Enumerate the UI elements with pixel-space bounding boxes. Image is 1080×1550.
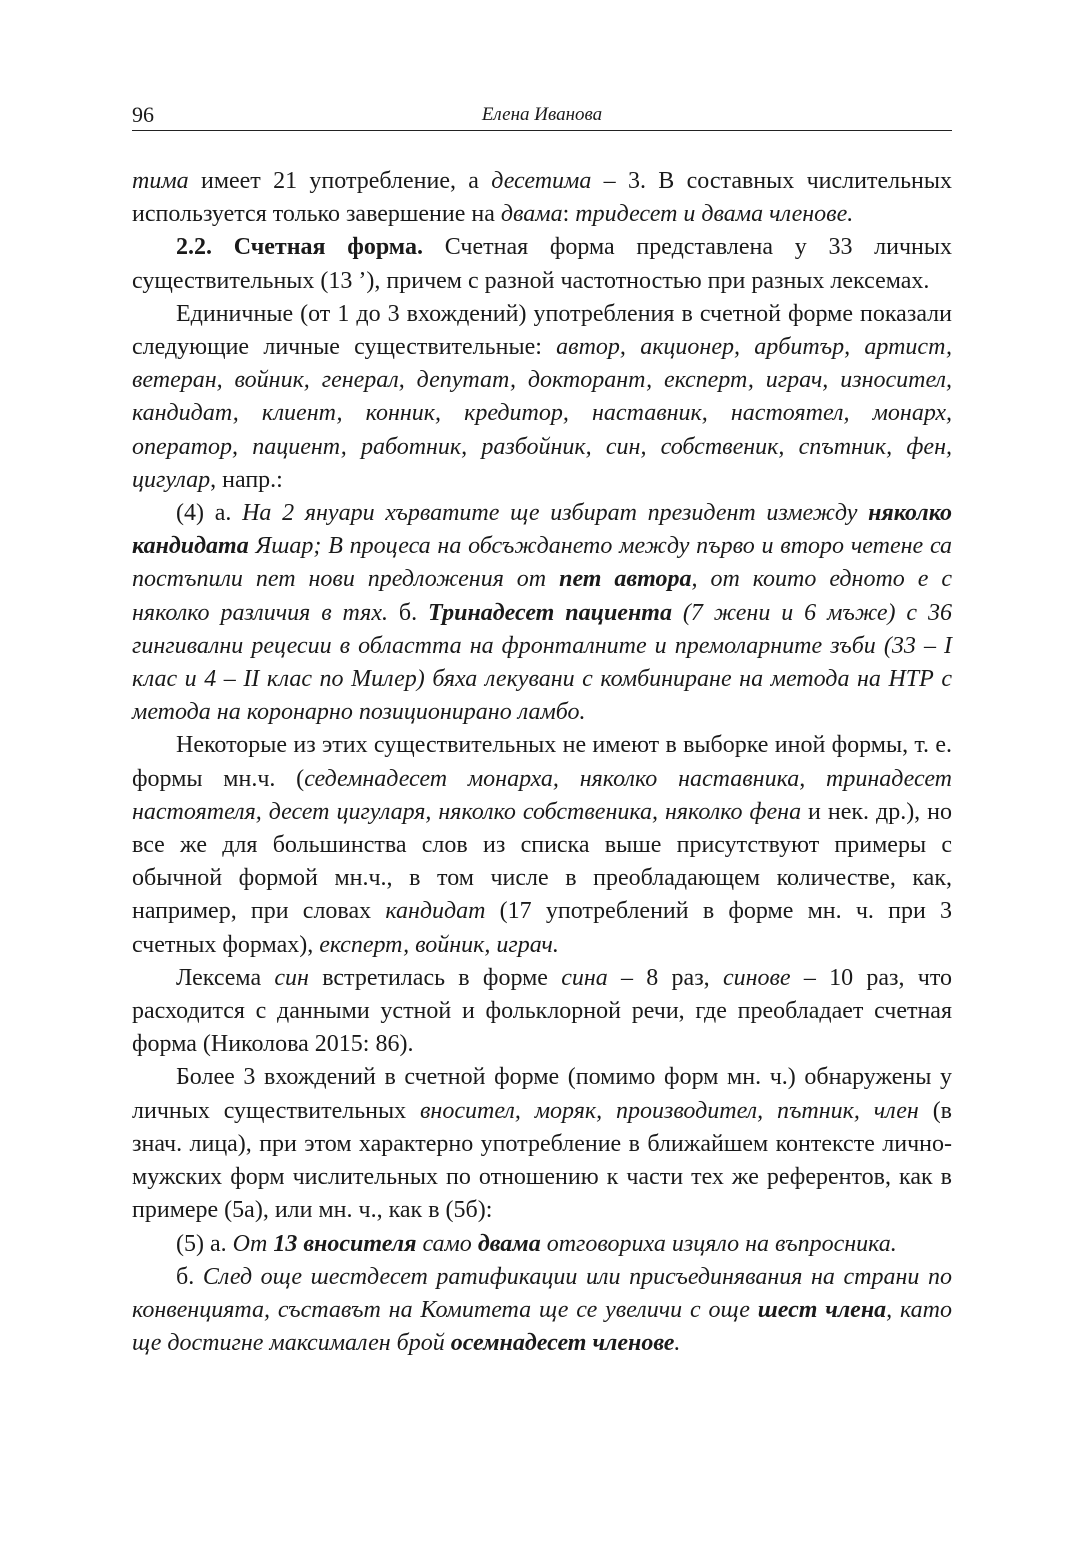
word-list: седемнадесет монарха, няколко наставника, тринадесет настоятеля, десет цигуларя, няколко собственика, няколко фена <box>132 765 953 825</box>
example-label: б. <box>176 1263 203 1290</box>
example-text: , от които едното е с няколко различия в тях. <box>132 566 953 626</box>
example-text: Яшар; В процеса на обсъждането между първо и второ четене са постъпили пет нови предложения от <box>132 533 952 593</box>
text-run: – 3. В составных числительных используется только завершение на <box>132 168 953 228</box>
word-list: автор, акционер, арбитър, артист, ветеран, войник, генерал, депутат, докторант, експерт, играч, износител, кандидат, клиент, конник, кредитор, наставник, настоятел, монарх, оператор, пациент, работник, разбойник, син, собственик, спътник, фен, цигулар <box>132 334 952 493</box>
paragraph-5 <box>132 729 952 961</box>
example-text: . <box>674 1330 681 1357</box>
example-highlight: двама <box>477 1230 541 1257</box>
paragraph-7 <box>132 1061 952 1227</box>
body-text <box>132 165 952 1360</box>
example-5a <box>132 1228 952 1261</box>
example-text: отговориха изцяло на въпросника. <box>540 1230 897 1257</box>
text-run: , напр.: <box>210 466 283 493</box>
running-title: Елена Иванова <box>481 104 603 125</box>
example-highlight: 13 вносителя <box>273 1230 417 1257</box>
text-run: и нек. др.), но все же для большинства слов из списка выше присутствуют примеры с обычной формой мн.ч., в том числе в преобладающем количестве, как, например, при словах <box>132 798 952 925</box>
term: двама <box>500 201 563 228</box>
text-run: Более 3 вхождений в счетной форме (помимо форм мн. ч.) обнаружены у личных существительных <box>132 1064 952 1124</box>
example-text: След още шестдесет ратификации или присъединявания на страни по конвенцията, съставът на Комитета ще се увеличи с още <box>132 1263 952 1323</box>
text-run: – 8 раз, <box>607 964 723 991</box>
text-run: : <box>562 201 576 228</box>
example-highlight: осемнадесет членове <box>450 1330 675 1357</box>
paragraph-6 <box>132 962 952 1062</box>
section-heading: 2.2. Счетная форма. <box>176 234 423 261</box>
example-label: б. <box>387 599 429 626</box>
example-highlight: пет автора <box>559 566 692 593</box>
example-text: , като ще достигне максимален брой <box>132 1296 952 1357</box>
text-run: Некоторые из этих существительных не имеют в выборке иной формы, т. е. формы мн.ч. ( <box>132 732 952 792</box>
text-run: Счетная форма представлена у 33 личных существительных (13 ’), причем с разной частотностью при разных лексемах. <box>132 234 953 294</box>
term: синове <box>722 964 791 991</box>
text-run: (17 употреблений в форме мн. ч. при 3 счетных формах), <box>132 898 952 958</box>
example-label: (4) а. <box>176 500 243 527</box>
example-text: От <box>232 1230 274 1257</box>
text-run: – 10 раз, что расходится с данными устной и фольклорной речи, где преобладает счетная форма (Николова 2015: 86). <box>132 964 953 1058</box>
term: кандидат <box>385 898 486 925</box>
term: син <box>274 964 309 991</box>
example-text: (7 жени и 6 мъже) с 36 гингивални рецесии в областта на фронталните и премоларните зъби (33 – I клас и 4 – II клас по Милер) бяха лекувани с комбиниране на метода на НТР с метода на коронарно позиционирано ламбо. <box>132 599 952 726</box>
text-run: встретилась в форме <box>308 964 562 991</box>
paragraph-1 <box>132 165 952 231</box>
text-run: Единичные (от 1 до 3 вхождений) употребления в счетной форме показали следующие личные существительные: <box>132 300 952 361</box>
text-run: Лексема <box>176 964 275 991</box>
paragraph-3 <box>132 298 952 497</box>
term: сина <box>561 964 608 991</box>
example-4 <box>132 497 952 729</box>
example-text: На 2 януари хърватите ще избират президент измежду <box>242 500 869 527</box>
word-list: експерт, войник, играч. <box>319 931 559 958</box>
word-list: вносител, моряк, производител, пътник, член <box>420 1097 919 1124</box>
example-5b <box>132 1261 952 1361</box>
example-highlight: шест члена <box>757 1296 887 1323</box>
example-highlight: Тринадесет пациента <box>428 599 672 626</box>
term: десетима <box>491 168 592 194</box>
example-phrase: тридесет и двама членове. <box>575 201 854 228</box>
paragraph-section-2-2 <box>132 231 952 297</box>
example-label: (5) а. <box>176 1230 233 1257</box>
text-run: имеет 21 употребление, а <box>188 168 492 194</box>
term: тима <box>132 168 189 194</box>
example-text: само <box>416 1230 478 1257</box>
running-header <box>132 100 952 131</box>
text-run: (в знач. лица), при этом характерно употребление в ближайшем контексте лично-мужских форм числительных по отношению к части тех же референтов, как в примере (5а), или мн. ч., как в (5б): <box>132 1097 953 1224</box>
example-highlight: няколко кандидата <box>132 500 952 560</box>
page-number: 96 <box>132 102 154 127</box>
